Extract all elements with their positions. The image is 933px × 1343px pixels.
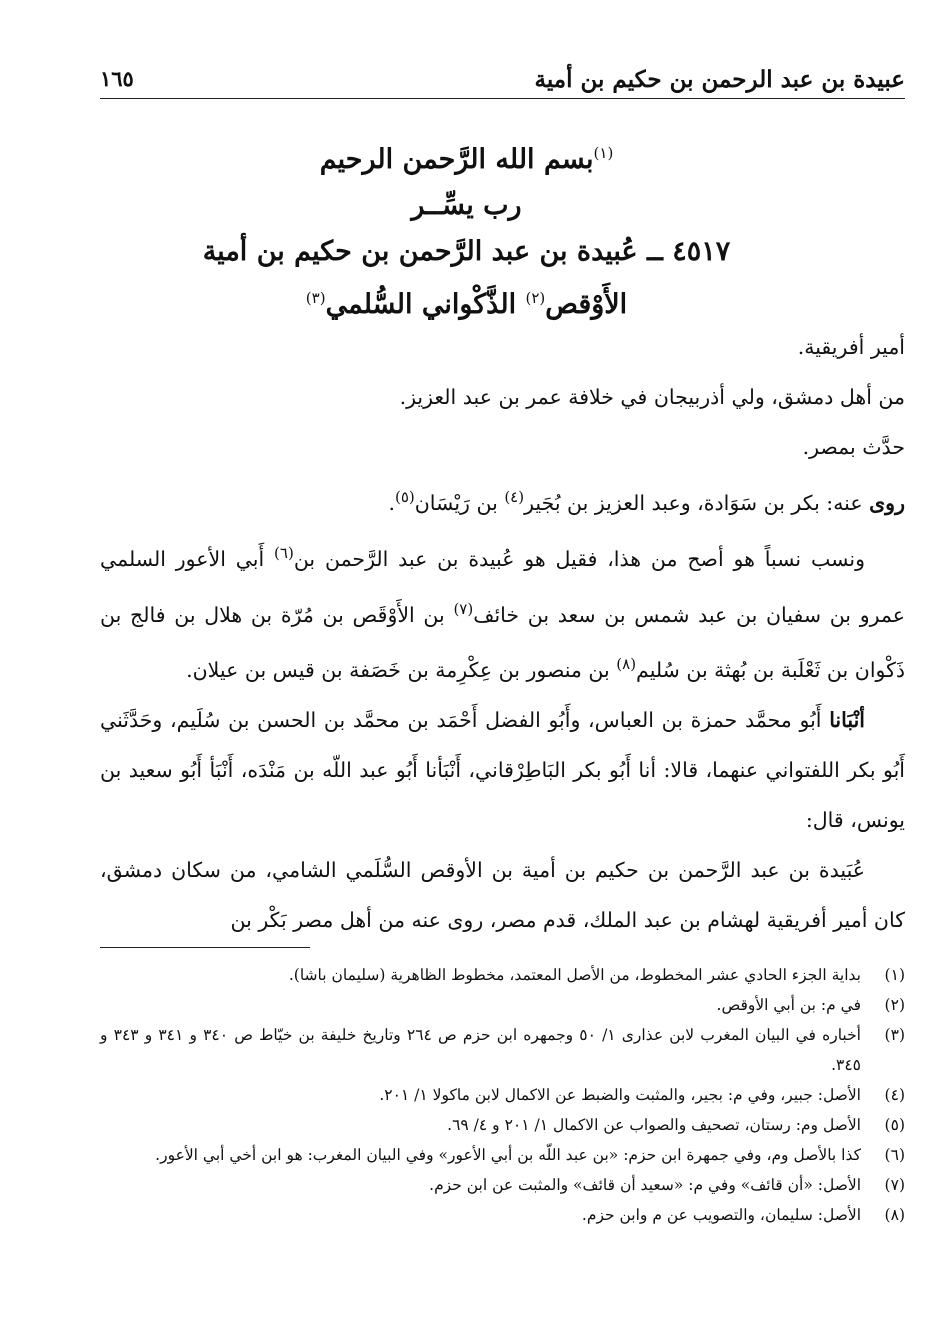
entry-title: ٤٥١٧ ــ عُبيدة بن عبد الرَّحمن بن حكيم بن أمية [202,236,731,267]
footnote-number: (١) [884,966,905,984]
paragraph: عُبَيدة بن عبد الرَّحمن بن حكيم بن أمية بن الأوقص السُّلَمي الشامي، من سكان دمشق، كان أمير أفريقية لهشام بن عبد الملك، قدم مصر، روى عنه من أهل مصر بَكْر بن [100,858,905,933]
paragraph [100,472,905,528]
footnote-number: (٨) [884,1206,905,1224]
page-header [100,58,905,99]
footnote-ref: (٨) [616,655,637,674]
footnote-number: (٦) [884,1146,905,1164]
nisba-awqas: الأَوْقص [545,289,628,320]
footnote-number: (٧) [884,1176,905,1194]
body-text [100,322,905,945]
footnote [100,960,905,990]
text-run: أَبُو محمَّد حمزة بن العباس، وأَبُو الفضل أَحْمَد بن محمَّد بن الحسن بن سُلَيم، وحَدَّثَني أَبُو بكر اللفتواني عنهما، قالا: أنا أَبُو بكر البَاطِرْقاني، أَنْبَأنا أَبُو عبد اللّه بن مَنْدَه، أَنْبَأ أَبُو سعيد بن يونس، قال: [100,708,905,833]
text-run: عنه: بكر بن سَوَادة، وعبد العزيز بن بُجَير [524,490,863,515]
footnote [100,1140,905,1170]
footnote [100,1080,905,1110]
footnote-ref: (٧) [453,599,474,618]
nisba-dhakwani: الذَّكْواني السُّلمي [325,289,517,320]
footnote-number: (٤) [884,1086,905,1104]
text-run: بن منصور بن عِكْرِمة بن خَصَفة بن قيس بن عيلان. [186,658,610,683]
footnote-number: (٣) [884,1026,905,1044]
footnote-ref: (١) [593,144,614,162]
footnote [100,1110,905,1140]
text-run: . [388,490,395,515]
running-title: عبيدة بن عبد الرحمن بن حكيم بن أمية [534,66,905,93]
footnote-text: الأصل: جبير، وفي م: بجير، والمثبت والضبط عن الاكمال لابن ماكولا ١/ ٢٠١. [379,1086,861,1104]
entry-nisba [100,275,833,328]
footnote [100,1200,905,1230]
basmala-line [100,130,833,183]
text-run: بن رَيْسَان [414,490,498,515]
footnote-text: بداية الجزء الحادي عشر المخطوط، من الأصل المعتمد، مخطوط الظاهرية (سليمان باشا). [288,966,861,984]
paragraph: حدَّث بمصر. [802,435,905,459]
footnote [100,990,905,1020]
footnote [100,1170,905,1200]
lead-word: روى [869,490,905,515]
footnote-number: (٥) [884,1116,905,1134]
footnote-ref: (٢) [525,289,546,307]
entry-heading [100,130,833,328]
footnote-text: أخباره في البيان المغرب لابن عذارى ١/ ٥٠ وجمهره ابن حزم ص ٢٦٤ وتاريخ خليفة بن خيّاط ص ٣٤٠ و ٣٤١ و ٣٤٣ و ٣٤٥. [100,1026,861,1074]
paragraph [100,695,905,845]
footnote-text: كذا بالأصل وم، وفي جمهرة ابن حزم: «بن عبد اللّه بن أبي الأعور» وفي البيان المغرب: هو ابن أخي أبي الأعور. [155,1146,861,1164]
text-run: بن الأَوْقَص بن مُرّة بن هلال بن فالج بن ذَكْوان بن ثَعْلَبة بن بُهثة بن سُليم [100,602,905,683]
footnote-text: الأصل: «أن قائف» وفي م: «سعيد أن قائف» والمثبت عن ابن حزم. [429,1176,861,1194]
paragraph: من أهل دمشق، ولي أذربيجان في خلافة عمر بن عبد العزيز. [399,385,905,409]
text-run: أَبي الأعور السلمي عمرو بن سفيان بن عبد شمس بن سعد بن خائف [100,546,905,627]
footnotes [100,960,905,1230]
basmala: بسم الله الرَّحمن الرحيم [319,144,594,175]
page-number: ١٦٥ [100,66,134,91]
footnote-ref: (٣) [305,289,326,307]
lead-word: أنْبَانا [829,708,865,733]
rabb-line: رب يسِّــر [411,190,522,221]
footnote [100,1020,905,1080]
paragraph [100,528,905,695]
footnote-text: في م: بن أبي الأوقص. [716,996,861,1014]
footnote-text: الأصل وم: رستان، تصحيف والصواب عن الاكمال ١/ ٢٠١ و ٤/ ٦٩. [447,1116,861,1134]
text-run: ونسب نسباً هو أصح من هذا، فقيل هو عُبيدة بن عبد الرَّحمن بن [293,546,865,571]
footnote-ref: (٤) [504,488,525,506]
footnote-ref: (٦) [274,543,294,562]
footnote-text: الأصل: سليمان، والتصويب عن م وابن حزم. [581,1206,861,1224]
footnote-ref: (٥) [394,488,415,506]
footnote-separator [100,947,310,948]
paragraph: أمير أفريقية. [797,335,905,359]
footnote-number: (٢) [884,996,905,1014]
